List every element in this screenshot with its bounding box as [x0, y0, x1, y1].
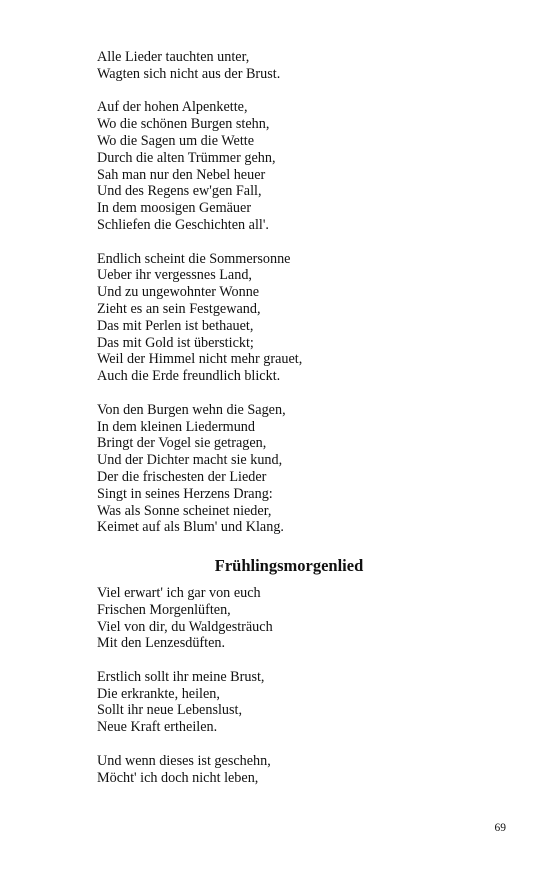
verse-line: Und des Regens ew'gen Fall,	[97, 183, 262, 200]
stanza	[97, 753, 497, 787]
verse-line: Durch die alten Trümmer gehn,	[97, 149, 276, 166]
verse-line: Das mit Gold ist überstickt;	[97, 334, 254, 351]
verse-line: Und wenn dieses ist geschehn,	[97, 752, 271, 769]
verse-line: Wo die schönen Burgen stehn,	[97, 116, 270, 133]
poem-title: Frühlingsmorgenlied	[214, 555, 364, 575]
verse-line: Zieht es an sein Festgewand,	[97, 300, 261, 317]
verse-line: Möcht' ich doch nicht leben,	[97, 769, 259, 786]
stanza	[97, 99, 497, 233]
verse-line: Wagten sich nicht aus der Brust.	[97, 65, 281, 82]
poem-text-block	[97, 49, 497, 803]
verse-line: Was als Sonne scheinet nieder,	[97, 502, 272, 519]
stanza	[97, 402, 497, 536]
stanza	[97, 585, 497, 652]
verse-line: Von den Burgen wehn die Sagen,	[97, 401, 286, 418]
verse-line: Bringt der Vogel sie getragen,	[97, 435, 267, 452]
verse-line: Alle Lieder tauchten unter,	[97, 49, 250, 65]
verse-line: Frischen Morgenlüften,	[97, 601, 231, 618]
stanza	[97, 49, 497, 83]
verse-line: Weil der Himmel nicht mehr grauet,	[97, 351, 303, 368]
verse-line: Auch die Erde freundlich blickt.	[97, 368, 281, 385]
verse-line: Sollt ihr neue Lebenslust,	[97, 702, 243, 719]
verse-line: Erstlich sollt ihr meine Brust,	[97, 668, 265, 685]
verse-line: In dem moosigen Gemäuer	[97, 200, 252, 217]
poem-section-fruehlingsmorgenlied	[97, 585, 497, 787]
verse-line: Auf der hohen Alpenkette,	[97, 99, 248, 116]
page-number: 69	[494, 822, 506, 834]
verse-line: Endlich scheint die Sommersonne	[97, 250, 291, 267]
verse-line: Wo die Sagen um die Wette	[97, 132, 255, 149]
verse-line: Die erkrankte, heilen,	[97, 685, 220, 702]
verse-line: Das mit Perlen ist bethauet,	[97, 317, 254, 334]
verse-line: Und der Dichter macht sie kund,	[97, 452, 283, 469]
verse-line: Viel erwart' ich gar von euch	[97, 584, 261, 601]
verse-line: Neue Kraft ertheilen.	[97, 719, 218, 736]
verse-line: Ueber ihr vergessnes Land,	[97, 267, 252, 284]
verse-line: Sah man nur den Nebel heuer	[97, 166, 266, 183]
verse-line: Keimet auf als Blum' und Klang.	[97, 519, 284, 536]
verse-line: Singt in seines Herzens Drang:	[97, 485, 273, 502]
stanza	[97, 669, 497, 736]
verse-line: Viel von dir, du Waldgesträuch	[97, 618, 273, 635]
verse-line: Und zu ungewohnter Wonne	[97, 284, 260, 301]
verse-line: In dem kleinen Liedermund	[97, 418, 255, 435]
verse-line: Der die frischesten der Lieder	[97, 468, 267, 485]
poem-section-continued	[97, 49, 497, 536]
verse-line: Schliefen die Geschichten all'.	[97, 216, 269, 233]
stanza	[97, 251, 497, 385]
verse-line: Mit den Lenzesdüften.	[97, 635, 226, 652]
